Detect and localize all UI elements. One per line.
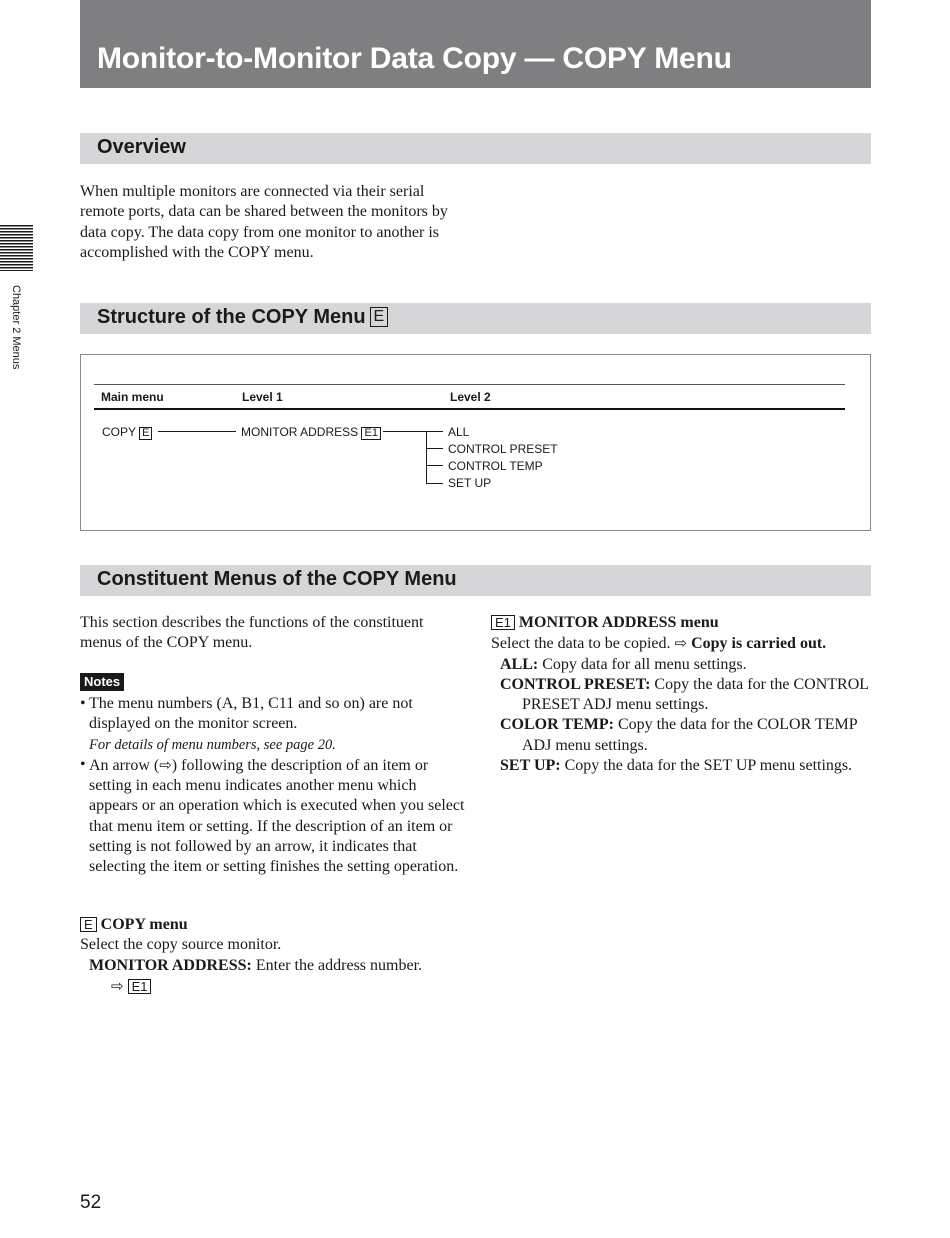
- structure-heading-code: E: [370, 307, 389, 327]
- diagram-top-rule: [94, 384, 845, 385]
- page-number: 52: [80, 1192, 102, 1213]
- menu-structure-diagram: [80, 354, 871, 531]
- diagram-node-set-up: SET UP: [448, 476, 492, 490]
- node-monitor-address-code: E1: [361, 427, 380, 440]
- item-control-preset-text: Copy the data for the CONTROL PRESET ADJ menu settings.: [522, 675, 869, 714]
- structure-section-bar: [80, 303, 871, 334]
- constituent-intro: This section describes the functions of the constituent menus of the COPY menu.: [80, 614, 424, 652]
- copy-menu-block: [80, 915, 465, 997]
- structure-heading-text: Structure of the COPY Menu: [97, 306, 366, 328]
- monitor-address-menu-block: [491, 613, 871, 776]
- monitor-address-menu-code: E1: [491, 615, 515, 630]
- diagram-node-control-preset: CONTROL PRESET: [448, 442, 558, 456]
- copy-menu-title: COPY menu: [100, 916, 188, 933]
- note1-page-ref: For details of menu numbers, see page 20.: [89, 736, 336, 753]
- overview-heading: Overview: [97, 136, 186, 158]
- note-item-2: [80, 755, 465, 878]
- item-set-up-text: Copy the data for the SET UP menu settings.: [564, 757, 853, 775]
- monitor-address-items: [491, 655, 871, 777]
- item-all-text: Copy data for all menu settings.: [542, 655, 747, 673]
- header-level2: Level 2: [450, 390, 491, 404]
- connector-branch-control-temp: [426, 465, 443, 466]
- copy-item-target-code: E1: [128, 979, 152, 994]
- connector-branch-set-up: [426, 483, 443, 484]
- item-color-temp-label: COLOR TEMP:: [500, 716, 614, 734]
- header-main-menu: Main menu: [101, 390, 164, 404]
- connector-branch-all: [426, 431, 443, 432]
- title-bar: [80, 0, 871, 88]
- item-color-temp-text: Copy the data for the COLOR TEMP ADJ menu settings.: [522, 716, 858, 754]
- item-control-preset-label: CONTROL PRESET:: [500, 675, 651, 693]
- diagram-node-copy: [102, 425, 152, 440]
- node-copy-code: E: [139, 427, 152, 440]
- chapter-tab-marker: [0, 225, 33, 271]
- monitor-address-menu-result: Copy is carried out.: [691, 635, 827, 653]
- copy-menu-heading: [80, 915, 465, 935]
- note2-text-post: ) following the description of an item or setting in each menu indicates another menu which appears or an operation which is executed when you select that menu item or setting. If the description of an item or setting is not followed by an arrow, it indicates that selecting the item or setting finishes the setting operation.: [89, 756, 465, 876]
- monitor-address-menu-desc-line: [491, 633, 871, 654]
- item-all-label: ALL:: [500, 655, 539, 673]
- item-control-preset: [500, 675, 871, 716]
- copy-item-text: Enter the address number.: [255, 956, 423, 974]
- monitor-address-menu-heading: [491, 613, 871, 633]
- chapter-side-label: Chapter 2 Menus: [10, 285, 22, 370]
- page-title: Monitor-to-Monitor Data Copy — COPY Menu: [97, 42, 732, 75]
- item-set-up: [500, 756, 871, 776]
- structure-heading: [97, 306, 388, 329]
- copy-item-label: MONITOR ADDRESS:: [89, 956, 252, 974]
- outline-right-arrow-icon: ⇨: [674, 634, 688, 653]
- item-all: [500, 655, 871, 675]
- copy-menu-desc: Select the copy source monitor.: [80, 936, 282, 954]
- note-item-1: [80, 694, 465, 755]
- item-color-temp: [500, 715, 871, 756]
- monitor-address-menu-desc: Select the data to be copied.: [491, 635, 671, 653]
- constituent-section-bar: [80, 565, 871, 596]
- diagram-node-monitor-address: [241, 425, 381, 440]
- monitor-address-menu-title: MONITOR ADDRESS menu: [518, 614, 719, 631]
- connector-copy-level1: [158, 431, 236, 432]
- header-level1: Level 1: [242, 390, 283, 404]
- diagram-node-all: ALL: [448, 425, 470, 439]
- item-set-up-label: SET UP:: [500, 757, 561, 775]
- constituent-heading: Constituent Menus of the COPY Menu: [97, 568, 457, 590]
- note1-text: The menu numbers (A, B1, C11 and so on) are not displayed on the monitor screen.: [89, 695, 413, 733]
- overview-section-bar: [80, 133, 871, 164]
- overview-paragraph: When multiple monitors are connected via their serial remote ports, data can be shared between the monitors by data copy. The data copy from one monitor to another is accomplished with the COPY menu.: [80, 183, 448, 261]
- note2-text-pre: An arrow (: [89, 756, 160, 774]
- copy-menu-code: E: [80, 917, 97, 932]
- connector-level2-trunk: [426, 431, 427, 484]
- notes-badge: Notes: [80, 673, 124, 691]
- outline-right-arrow-icon: ⇨: [159, 755, 172, 774]
- connector-branch-control-preset: [426, 448, 443, 449]
- node-copy-label: COPY: [102, 425, 136, 439]
- notes-list: [80, 694, 465, 878]
- node-monitor-address-label: MONITOR ADDRESS: [241, 425, 359, 439]
- outline-right-arrow-icon: ⇨: [111, 976, 124, 995]
- diagram-node-control-temp: CONTROL TEMP: [448, 459, 543, 473]
- diagram-header-rule: [94, 408, 845, 410]
- copy-menu-item-monitor-address: [80, 956, 465, 998]
